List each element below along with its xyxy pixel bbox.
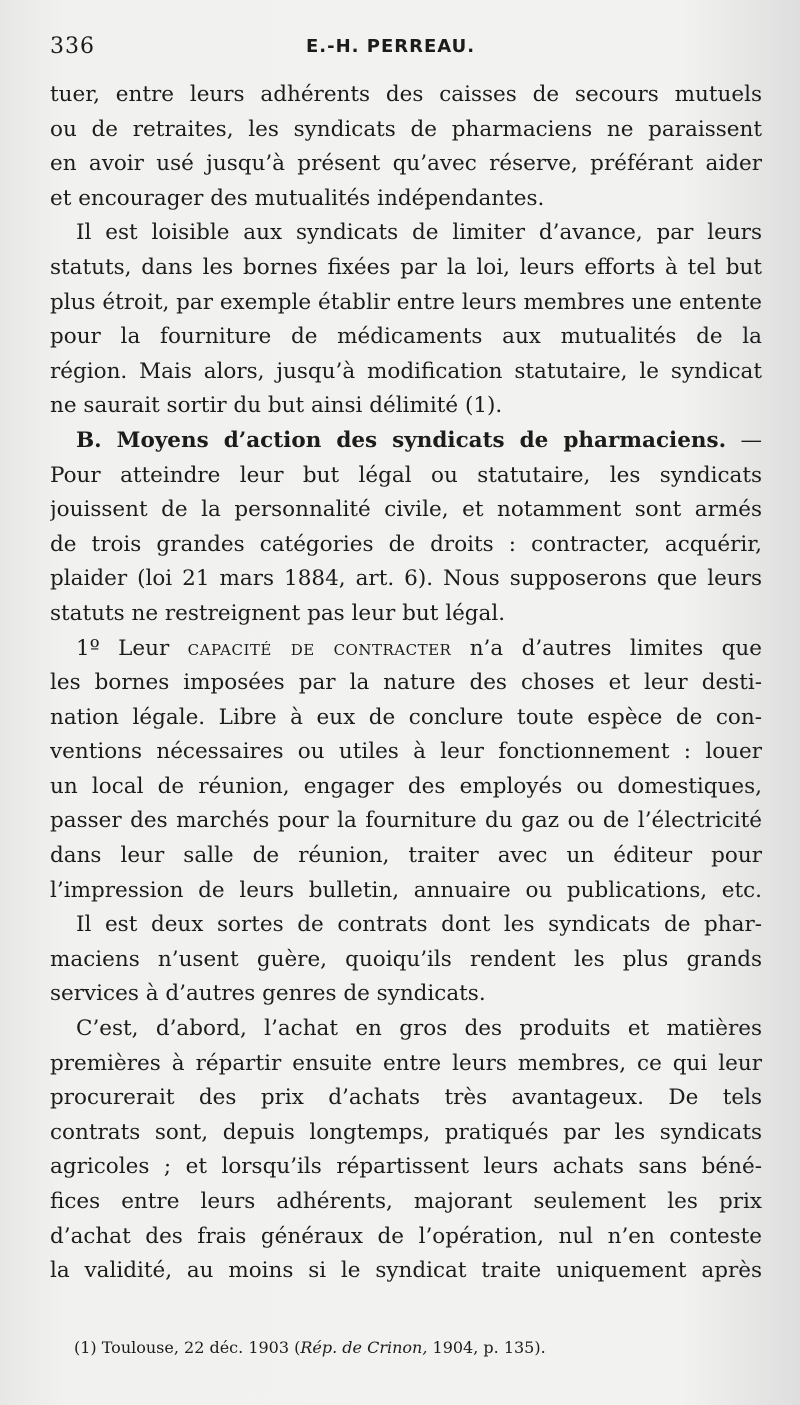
text-line — [50, 701, 762, 736]
text-line-content: fices entre leurs adhérents, majorant seulement les prix — [50, 1189, 762, 1214]
text-line — [50, 1116, 762, 1151]
text-line-content: tuer, entre leurs adhérents des caisses de secours mutuels — [50, 82, 762, 107]
text-line-content: statuts, dans les bornes fixées par la loi, leurs efforts à tel but — [50, 254, 762, 280]
text-line-content: région. Mais alors, jusqu’à modification statutaire, le syndicat — [50, 358, 762, 384]
text-line-content: jouissent de la personnalité civile, et notamment sont armés — [50, 497, 762, 523]
text-line-content: ou de retraites, les syndicats de pharmaciens ne paraissent — [50, 116, 762, 142]
text-line-content: Pour atteindre leur but légal ou statutaire, les syndicats — [50, 462, 762, 488]
text-line — [50, 804, 762, 839]
text-line-content: la validité, au moins si le syndicat traite uniquement après — [50, 1258, 762, 1284]
text-line — [50, 182, 762, 217]
text-line — [50, 355, 762, 390]
text-line-content: Il est deux sortes de contrats dont les syndicats de phar- — [76, 912, 762, 938]
text-line — [50, 78, 762, 113]
text-line-content: d’achat des frais généraux de l’opération, nul n’en conteste — [50, 1223, 762, 1249]
body-text — [50, 78, 762, 1289]
text-line — [50, 1185, 762, 1220]
text-line — [50, 493, 762, 528]
text-line-content: procurerait des prix d’achats très avantageux. De tels — [50, 1085, 762, 1111]
text-line — [50, 1220, 762, 1255]
text-line-content: Il est loisible aux syndicats de limiter d’avance, par leurs — [76, 220, 762, 246]
text-line-content: pour la fourniture de médicaments aux mutualités de la — [50, 324, 762, 350]
text-line-content: passer des marchés pour la fourniture du gaz ou de l’électricité — [50, 808, 762, 834]
text-line-content: un local de réunion, engager des employés ou domestiques, — [50, 773, 762, 799]
text-line — [50, 632, 762, 667]
text-line — [50, 1081, 762, 1116]
text-line — [50, 1012, 762, 1047]
text-line-content: de trois grandes catégories de droits : contracter, acquérir, — [50, 531, 762, 557]
text-line — [50, 1150, 762, 1185]
page-number: 336 — [50, 34, 95, 59]
text-line — [50, 528, 762, 563]
text-line — [50, 286, 762, 321]
small-caps-term: capacité de contracter — [187, 635, 452, 661]
text-line — [50, 459, 762, 494]
text-line-content: — — [726, 427, 762, 453]
text-line-content: plus étroit, par exemple établir entre leurs membres une entente — [50, 289, 762, 315]
text-line — [50, 839, 762, 874]
text-line-content: plaider (loi 21 mars 1884, art. 6). Nous supposerons que leurs — [50, 566, 762, 592]
text-line-content: agricoles ; et lorsqu’ils répartissent leurs achats sans béné- — [50, 1154, 762, 1180]
text-line-content: les bornes imposées par la nature des choses et leur desti- — [50, 670, 762, 696]
text-line-content: services à d’autres genres de syndicats. — [50, 981, 486, 1007]
text-line — [50, 874, 762, 909]
text-line — [50, 147, 762, 182]
text-line-content: en avoir usé jusqu’à présent qu’avec réserve, préférant aider — [50, 151, 762, 177]
text-line — [50, 320, 762, 355]
text-line — [50, 216, 762, 251]
text-line-content: C’est, d’abord, l’achat en gros des produits et matières — [76, 1016, 762, 1042]
text-line — [50, 113, 762, 148]
text-line — [50, 424, 762, 459]
page-header — [50, 34, 760, 70]
text-line-content: n’a d’autres limites que — [451, 635, 762, 661]
text-line-content: et encourager des mutualités indépendantes. — [50, 185, 545, 211]
section-heading: B. Moyens d’action des syndicats de pharmaciens. — [76, 427, 727, 453]
text-line — [50, 562, 762, 597]
text-line — [50, 597, 762, 632]
text-line — [50, 251, 762, 286]
text-line — [50, 770, 762, 805]
text-line-content: ne saurait sortir du but ainsi délimité (1). — [50, 393, 503, 419]
text-line — [50, 735, 762, 770]
text-line — [50, 1047, 762, 1082]
text-line-content: nation légale. Libre à eux de conclure toute espèce de con- — [50, 704, 762, 730]
text-line — [50, 1254, 762, 1289]
text-line-content: contrats sont, depuis longtemps, pratiqués par les syndicats — [50, 1119, 762, 1145]
footnote — [74, 1338, 764, 1357]
text-line — [50, 977, 762, 1012]
running-head: E.-H. PERREAU. — [306, 36, 476, 57]
text-line-content: ventions nécessaires ou utiles à leur fonctionnement : louer — [50, 739, 762, 765]
text-line — [50, 943, 762, 978]
text-line — [50, 666, 762, 701]
text-line-content: l’impression de leurs bulletin, annuaire ou publications, etc. — [50, 877, 762, 903]
text-line-content: dans leur salle de réunion, traiter avec un éditeur pour — [50, 843, 762, 869]
text-line-content: premières à répartir ensuite entre leurs membres, ce qui leur — [50, 1050, 762, 1076]
footnote-text: (1) Toulouse, 22 déc. 1903 ( — [74, 1338, 301, 1357]
footnote-source: Rép. de Crinon, — [300, 1338, 428, 1357]
text-line — [50, 908, 762, 943]
footnote-citation: 1904, p. 135). — [427, 1338, 546, 1357]
text-line — [50, 389, 762, 424]
text-line-content: statuts ne restreignent pas leur but légal. — [50, 600, 506, 626]
text-line-content: maciens n’usent guère, quoiqu’ils rendent les plus grands — [50, 946, 762, 972]
text-line-prefix: 1º Leur — [76, 635, 188, 661]
